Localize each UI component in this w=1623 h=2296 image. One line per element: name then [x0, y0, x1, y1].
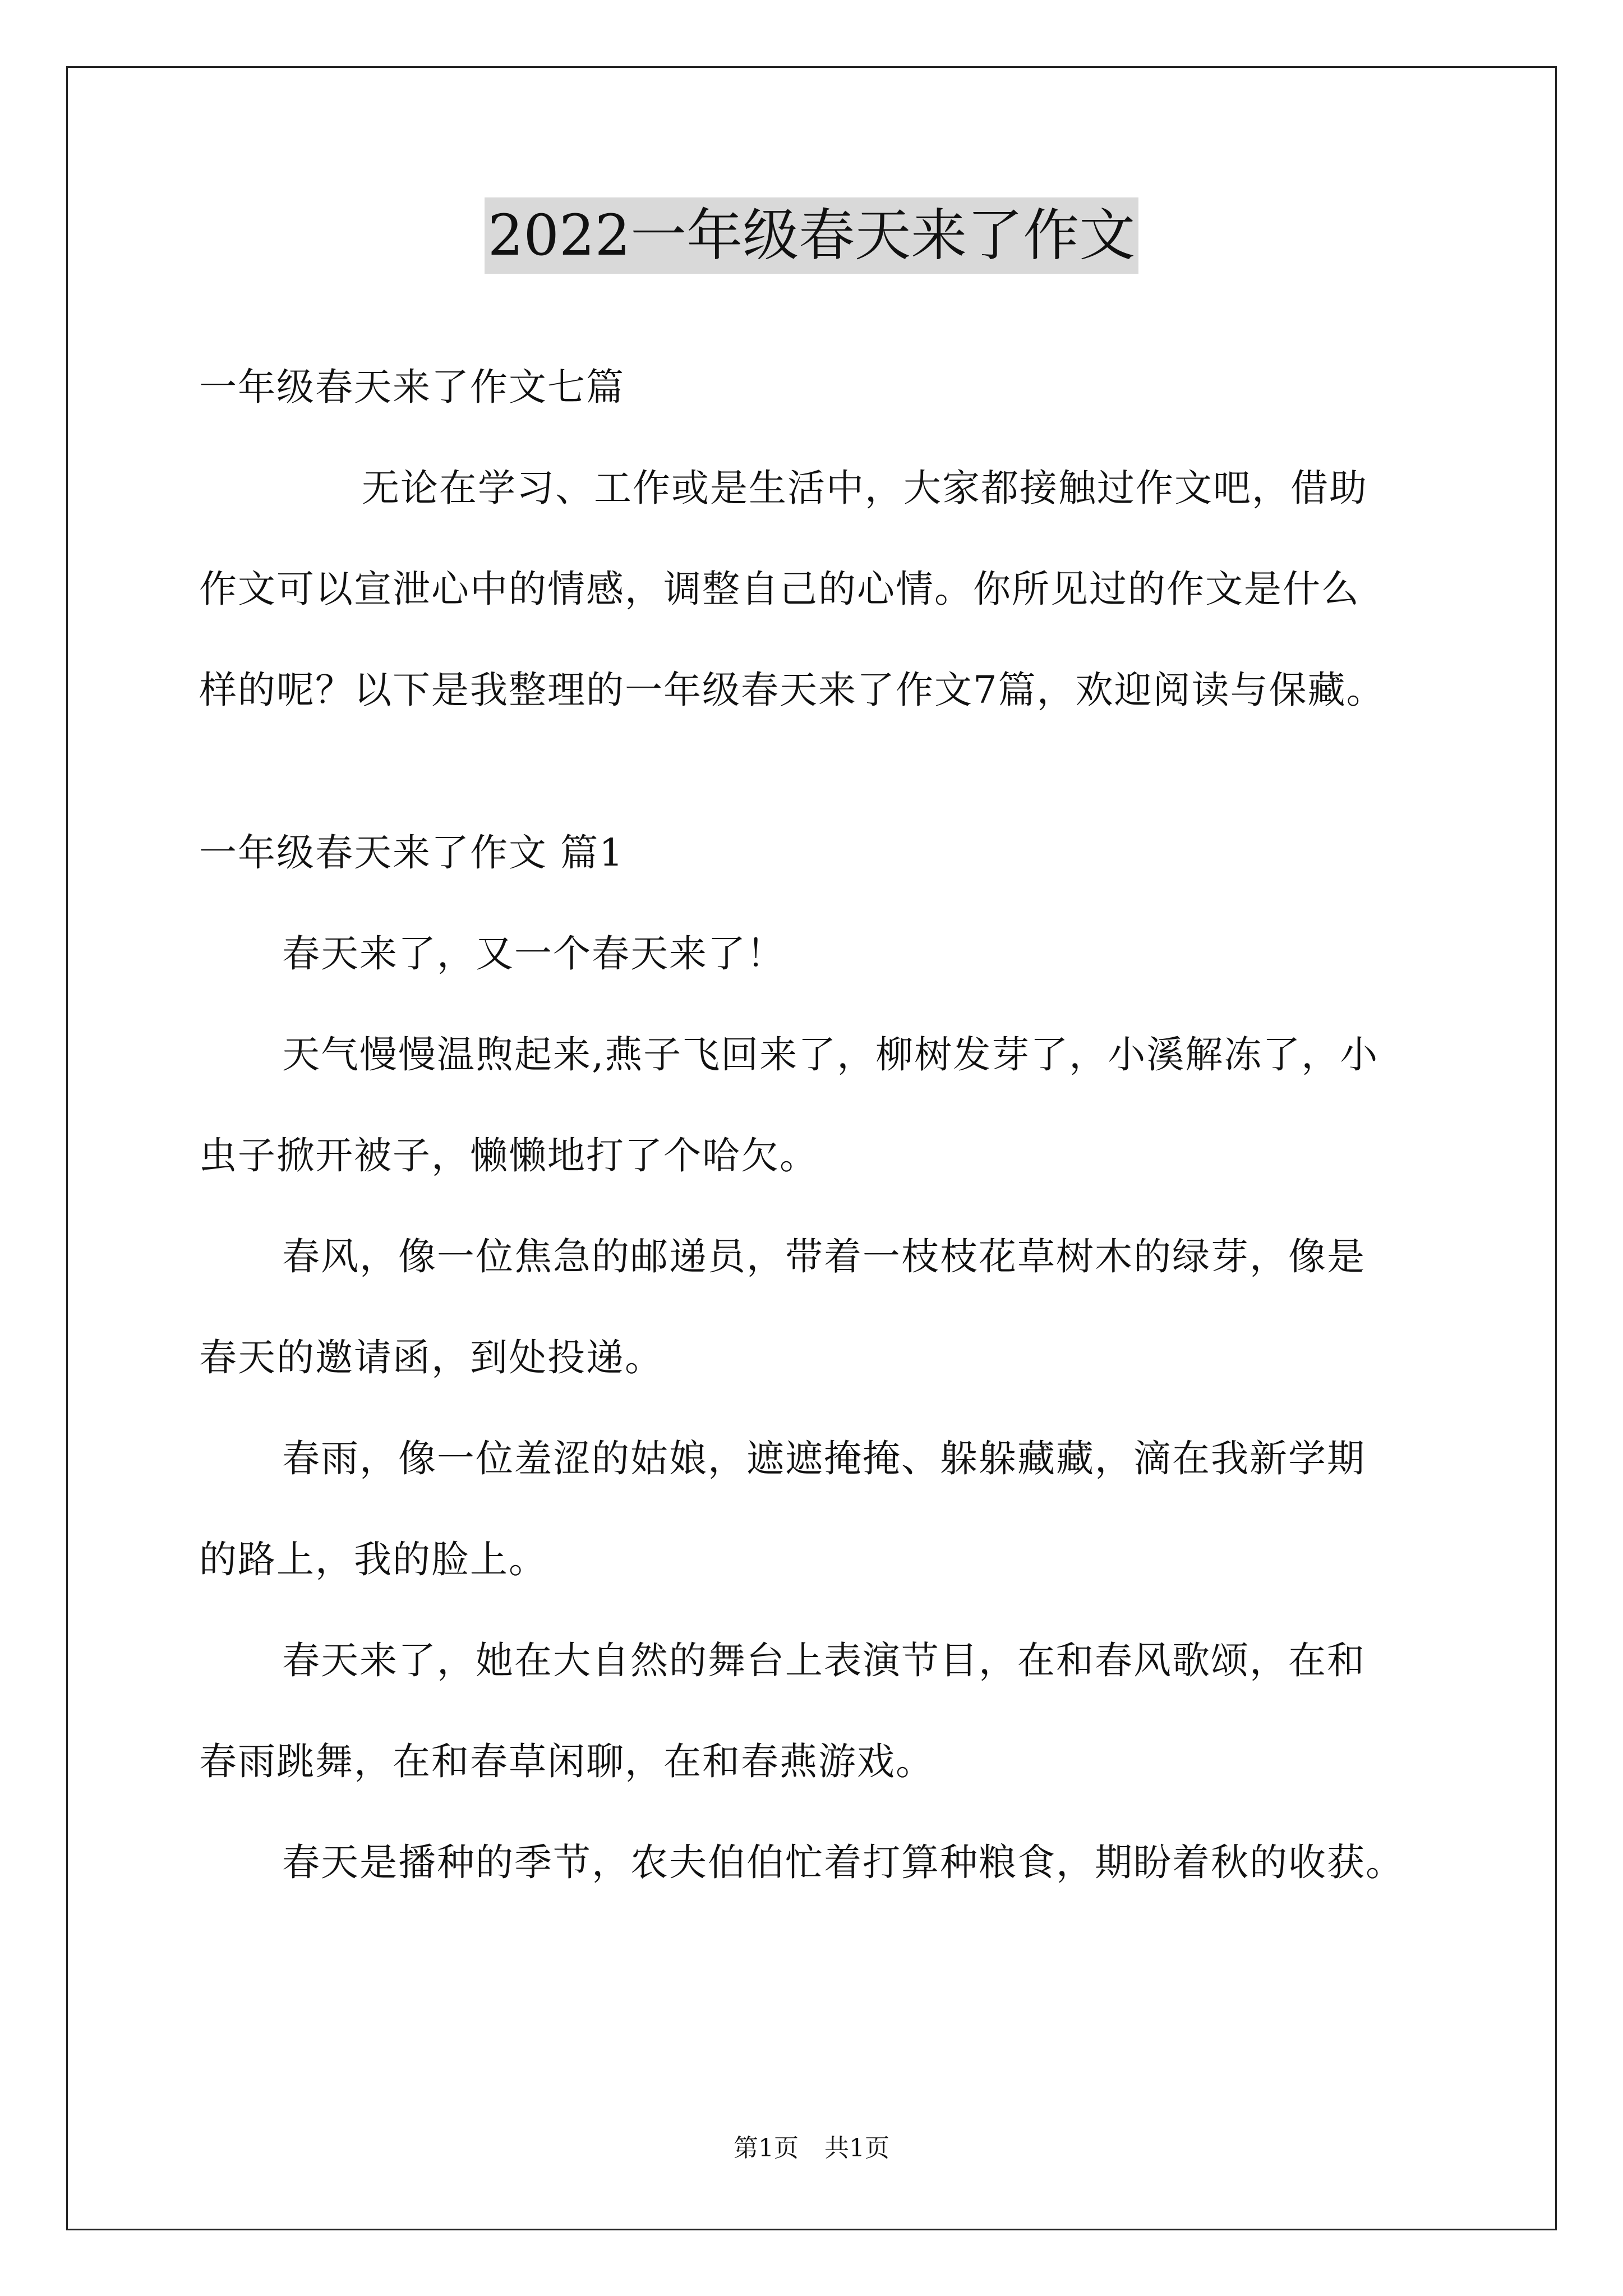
page-footer	[0, 2132, 1623, 2165]
intro-line-3: 样的呢？以下是我整理的一年级春天来了作文7篇，欢迎阅读与保藏。	[199, 668, 1385, 712]
document-body	[199, 337, 1433, 1913]
body-line-4: 春风，像一位焦急的邮递员，带着一枝枝花草树木的绿芽，像是	[282, 1235, 1366, 1278]
intro-line-2: 作文可以宣泄心中的情感，调整自己的心情。你所见过的作文是什么	[199, 567, 1360, 611]
body-line-5: 春天的邀请函，到处投递。	[199, 1336, 663, 1379]
body-line-9: 春雨跳舞，在和春草闲聊，在和春燕游戏。	[199, 1740, 934, 1783]
body-line-7: 的路上，我的脸上。	[199, 1538, 547, 1581]
body-line-1: 春天来了，又一个春天来了！	[282, 932, 785, 976]
page-total: 共1页	[824, 2134, 889, 2162]
body-line-6: 春雨，像一位羞涩的姑娘，遮遮掩掩、躲躲藏藏，滴在我新学期	[282, 1437, 1366, 1480]
body-line-8: 春天来了，她在大自然的舞台上表演节目，在和春风歌颂，在和	[282, 1639, 1366, 1682]
body-line-10: 春天是播种的季节，农夫伯伯忙着打算种粮食，期盼着秋的收获。	[282, 1841, 1404, 1884]
section-heading: 一年级春天来了作文 篇1	[199, 831, 624, 875]
document-subtitle: 一年级春天来了作文七篇	[199, 365, 625, 409]
title-container	[0, 197, 1623, 274]
body-line-2: 天气慢慢温煦起来,燕子飞回来了，柳树发芽了，小溪解冻了，小	[282, 1033, 1379, 1076]
body-line-3: 虫子掀开被子，懒懒地打了个哈欠。	[199, 1134, 818, 1177]
section-gap	[199, 740, 1433, 802]
page-number: 第1页	[734, 2134, 799, 2162]
intro-line-1: 无论在学习、工作或是生活中，大家都接触过作文吧，借助	[362, 466, 1368, 510]
document-title: 2022一年级春天来了作文	[485, 197, 1139, 274]
